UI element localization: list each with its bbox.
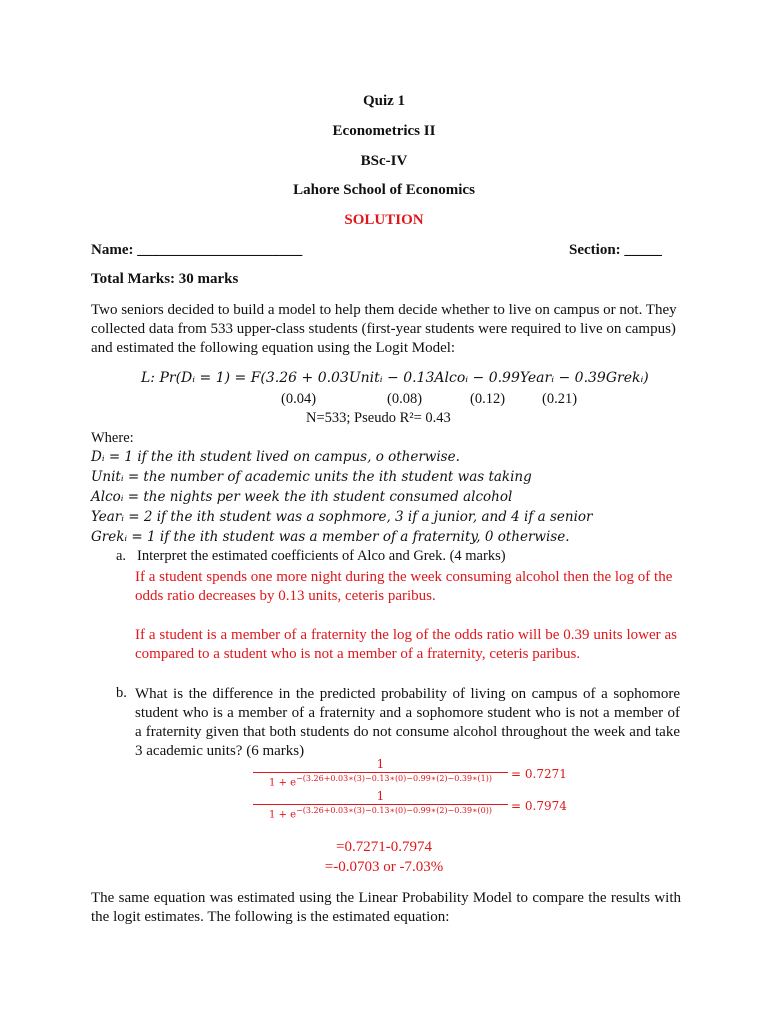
section-field-label: Section: _____ bbox=[569, 242, 662, 258]
fraction-numerator: 1 bbox=[376, 757, 385, 771]
school-title: Lahore School of Economics bbox=[293, 182, 475, 198]
closing-paragraph: The same equation was estimated using the Linear Probability Model to compare the results with the logit estimates. The following is the estimated equation: bbox=[91, 890, 681, 925]
standard-error-grek: (0.21) bbox=[542, 391, 578, 407]
model-statistics: N=533; Pseudo R²= 0.43 bbox=[306, 410, 451, 426]
total-marks: Total Marks: 30 marks bbox=[91, 271, 239, 287]
probability-fraction-nonmember bbox=[253, 789, 508, 820]
question-a-text: Interpret the estimated coefficients of Alco and Grek. (4 marks) bbox=[137, 548, 506, 564]
probability-fraction-member bbox=[253, 757, 508, 788]
definition-year: Yearᵢ = 2 if the ith student was a sophmore, 3 if a junior, and 4 if a senior bbox=[91, 509, 593, 525]
difference-result: =-0.0703 or -7.03% bbox=[324, 859, 444, 875]
solution-label: SOLUTION bbox=[344, 212, 424, 228]
fraction-denominator: $1 + e^{-(3.26+0.03∗(3)-0.13∗(0)-0.99∗(2)-0.39∗(1))}$ bbox=[269, 774, 492, 789]
fraction-bar bbox=[253, 804, 508, 805]
standard-error-alco: (0.08) bbox=[387, 391, 423, 407]
answer-a-alco: If a student spends one more night during the week consuming alcohol then the log of the odds ratio decreases by 0.13 units, ceteris paribus. bbox=[135, 569, 673, 604]
program-title: BSc-IV bbox=[360, 153, 408, 169]
definition-unit: Unitᵢ = the number of academic units the ith student was taking bbox=[91, 469, 532, 485]
fraction-denominator: $1 + e^{-(3.26+0.03∗(3)-0.13∗(0)-0.99∗(2)-0.39∗(0))}$ bbox=[269, 806, 492, 821]
question-b-text: What is the difference in the predicted probability of living on campus of a sophomore student who is a member of a fraternity and a sophomore student who is not a member of a fraternity given that both students do not consume alcohol throughout the week and take 3 academic units? (6 marks) bbox=[135, 686, 680, 759]
probability-result-nonmember: = 0.7974 bbox=[511, 799, 567, 813]
question-b-marker: b. bbox=[116, 685, 127, 701]
question-a-marker: a. bbox=[116, 548, 127, 564]
standard-error-year: (0.12) bbox=[470, 391, 506, 407]
difference-step: =0.7271-0.7974 bbox=[336, 839, 432, 855]
answer-a-grek: If a student is a member of a fraternity the log of the odds ratio will be 0.39 units lower as compared to a student who is not a member of a fraternity, ceteris paribus. bbox=[135, 627, 677, 662]
quiz-title: Quiz 1 bbox=[362, 93, 406, 109]
course-title: Econometrics II bbox=[332, 123, 436, 139]
probability-result-member: = 0.7271 bbox=[511, 767, 567, 781]
definition-grek: Grekᵢ = 1 if the ith student was a member of a fraternity, 0 otherwise. bbox=[91, 529, 570, 545]
definition-alco: Alcoᵢ = the nights per week the ith student consumed alcohol bbox=[91, 489, 513, 505]
standard-error-unit: (0.04) bbox=[281, 391, 317, 407]
name-field-label: Name: ______________________ bbox=[91, 242, 303, 258]
intro-paragraph: Two seniors decided to build a model to help them decide whether to live on campus or not. They collected data from 533 upper-class students (first-year students were required to live on campus) and estimated the following equation using the Logit Model: bbox=[91, 302, 677, 356]
definition-d: Dᵢ = 1 if the ith student lived on campus, o otherwise. bbox=[91, 449, 460, 465]
where-label: Where: bbox=[91, 430, 134, 446]
logit-equation: L: Pr(Dᵢ = 1) = F(3.26 + 0.03Unitᵢ − 0.13Alcoᵢ − 0.99Yearᵢ − 0.39Grekᵢ) bbox=[141, 370, 649, 386]
fraction-bar bbox=[253, 772, 508, 773]
fraction-numerator: 1 bbox=[376, 789, 385, 803]
